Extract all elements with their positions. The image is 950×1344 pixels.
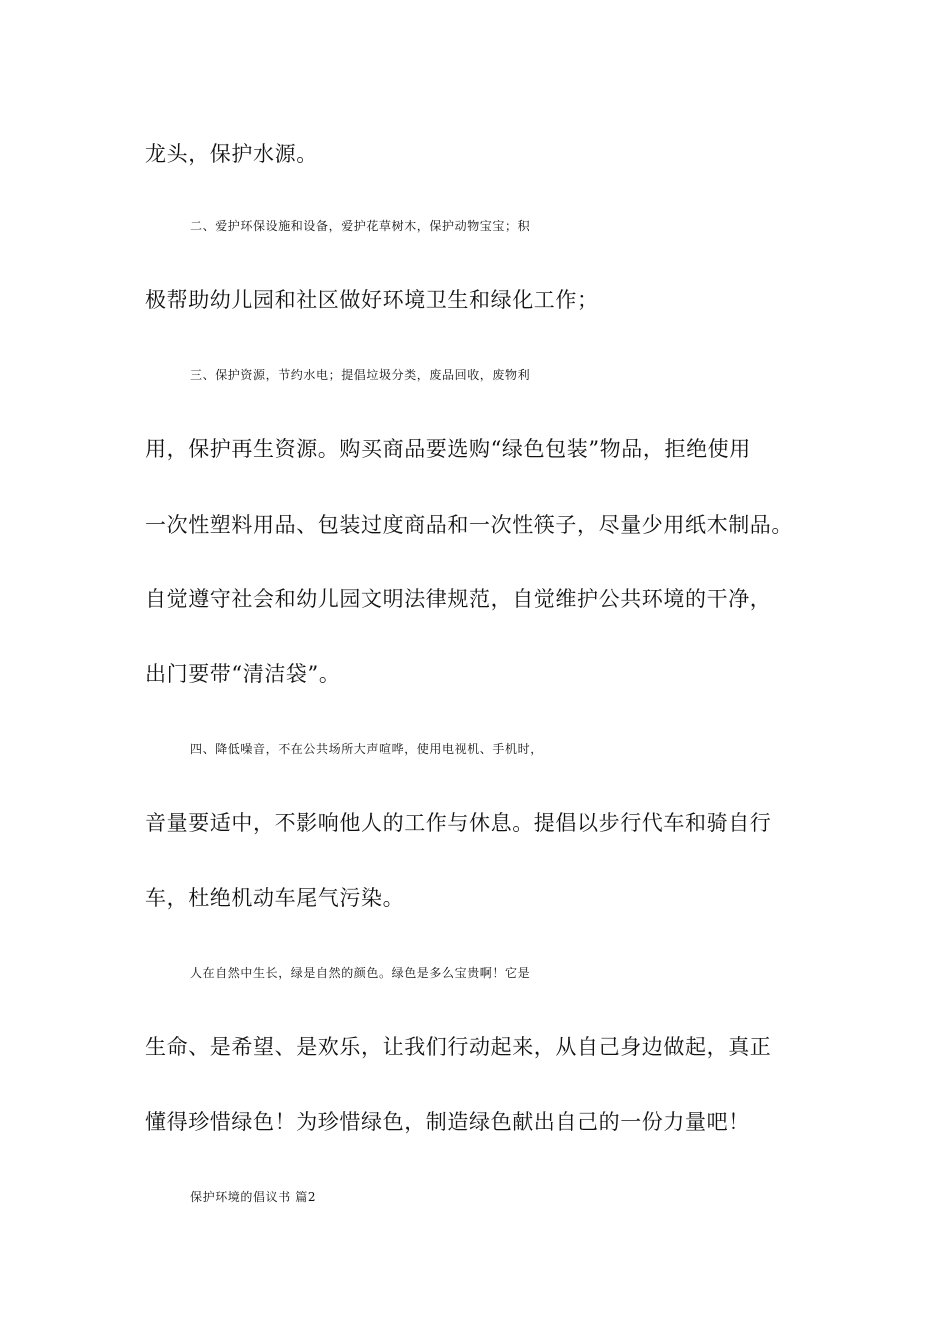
- text-line-1: 龙头，保护水源。: [145, 142, 318, 166]
- text-line-12: 人在自然中生长，绿是自然的颜色。绿色是多么宝贵啊！它是: [190, 966, 531, 980]
- text-line-10: 音量要适中，不影响他人的工作与休息。提倡以步行代车和骑自行: [145, 811, 772, 835]
- section-heading: 保护环境的倡议书 篇2: [190, 1190, 317, 1204]
- text-line-4: 三、保护资源，节约水电；提倡垃圾分类，废品回收，废物利: [190, 368, 531, 382]
- text-line-3: 极帮助幼儿园和社区做好环境卫生和绿化工作；: [145, 288, 599, 312]
- text-line-13: 生命、是希望、是欢乐，让我们行动起来，从自己身边做起，真正: [145, 1035, 772, 1059]
- text-line-2: 二、爱护环保设施和设备，爱护花草树木，保护动物宝宝；积: [190, 219, 531, 233]
- text-line-5: 用，保护再生资源。购买商品要选购“绿色包装”物品，拒绝使用: [145, 437, 751, 461]
- text-line-7: 自觉遵守社会和幼儿园文明法律规范，自觉维护公共环境的干净，: [145, 587, 772, 611]
- text-line-8: 出门要带“清洁袋”。: [145, 662, 341, 686]
- text-line-6: 一次性塑料用品、包装过度商品和一次性筷子，尽量少用纸木制品。: [145, 513, 793, 537]
- text-line-11: 车，杜绝机动车尾气污染。: [145, 886, 405, 910]
- text-line-14: 懂得珍惜绿色！为珍惜绿色，制造绿色献出自己的一份力量吧！: [145, 1110, 750, 1134]
- text-line-9: 四、降低噪音，不在公共场所大声喧哗，使用电视机、手机时，: [190, 742, 543, 756]
